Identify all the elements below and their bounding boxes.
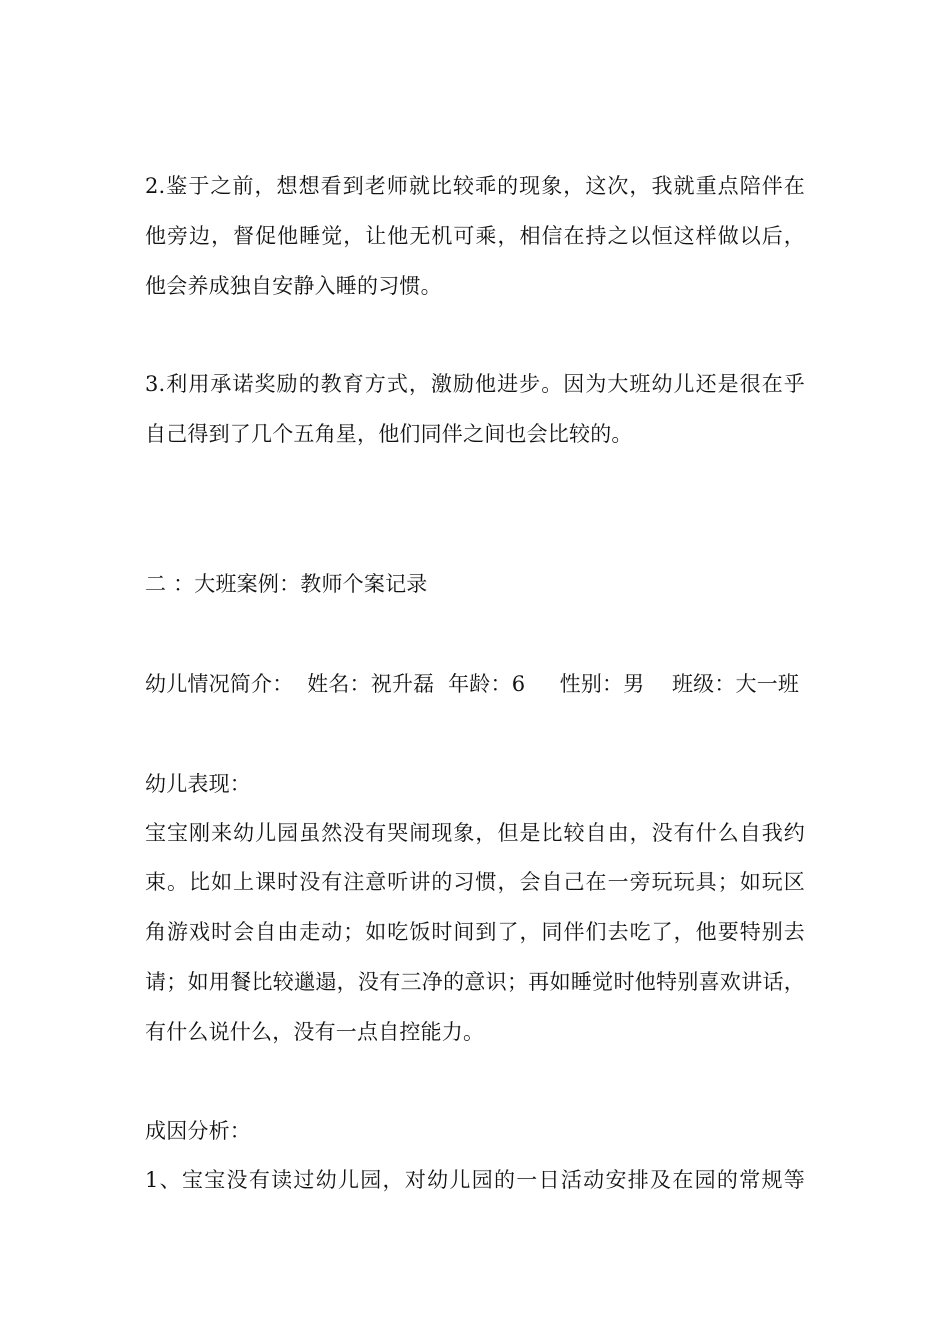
performance-line2: 束。比如上课时没有注意听讲的习惯，会自己在一旁玩玩具；如玩区 (145, 870, 805, 894)
para2-line2: 他旁边，督促他睡觉，让他无机可乘，相信在持之以恒这样做以后， (145, 224, 805, 248)
analysis-line1: 1、宝宝没有读过幼儿园，对幼儿园的一日活动安排及在园的常规等 (145, 1168, 805, 1192)
para2-line3: 他会养成独自安静入睡的习惯。 (145, 274, 442, 298)
section-heading: 二 ：大班案例：教师个案记录 (145, 572, 428, 596)
performance-line1: 宝宝刚来幼儿园虽然没有哭闹现象，但是比较自由，没有什么自我约 (145, 821, 805, 845)
performance-heading: 幼儿表现： (145, 772, 251, 796)
para3-line2: 自己得到了几个五角星，他们同伴之间也会比较的。 (145, 422, 633, 446)
child-info-line: 幼儿情况简介： 姓名：祝升磊 年龄：6 性别：男 班级：大一班 (145, 672, 800, 696)
para2-line1: 2.鉴于之前，想想看到老师就比较乖的现象，这次，我就重点陪伴在 (145, 174, 805, 198)
performance-line5: 有什么说什么，没有一点自控能力。 (145, 1020, 485, 1044)
analysis-heading: 成因分析： (145, 1119, 251, 1143)
performance-line3: 角游戏时会自由走动；如吃饭时间到了，同伴们去吃了，他要特别去 (145, 920, 805, 944)
performance-line4: 请；如用餐比较邋遢，没有三净的意识；再如睡觉时他特别喜欢讲话， (145, 970, 805, 994)
para3-line1: 3.利用承诺奖励的教育方式，激励他进步。因为大班幼儿还是很在乎 (145, 372, 805, 396)
